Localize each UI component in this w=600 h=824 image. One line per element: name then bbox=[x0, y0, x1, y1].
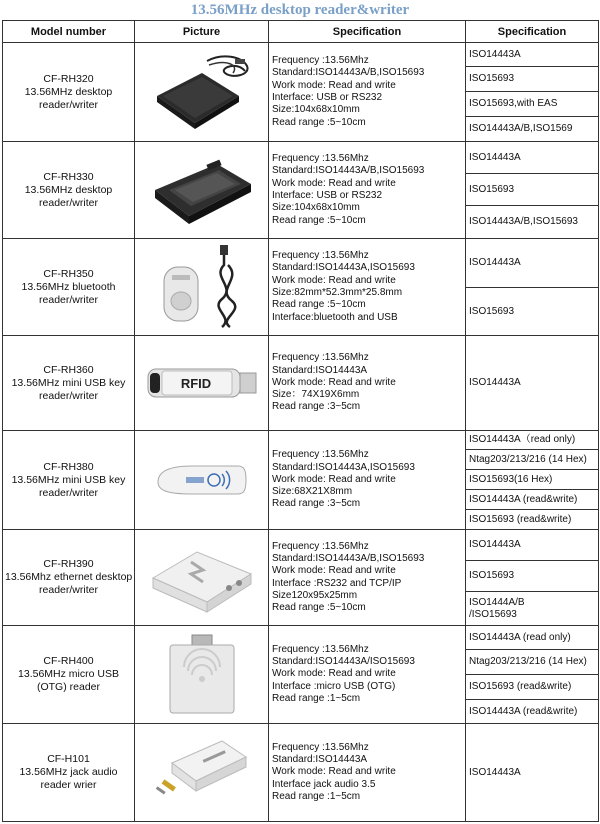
table-row bbox=[3, 431, 599, 450]
standard-cell: ISO14443A bbox=[466, 43, 599, 67]
standard-cell: ISO15693 bbox=[466, 67, 599, 92]
header-picture: Picture bbox=[135, 21, 269, 43]
standard-cell: ISO15693 bbox=[466, 288, 599, 336]
standard-cell: ISO15693 bbox=[466, 561, 599, 592]
spec-line: Standard:ISO14443A,ISO15693 bbox=[272, 262, 415, 274]
picture-cell bbox=[135, 43, 269, 142]
model-desc: 13.56MHz desktop bbox=[24, 183, 113, 196]
spec-line: Interface :RS232 and TCP/IP bbox=[272, 577, 402, 589]
spec-line: Frequency :13.56Mhz bbox=[272, 540, 369, 552]
model-number: CF-RH400 bbox=[43, 655, 94, 667]
standard-cell: ISO14443A（read only) bbox=[466, 431, 599, 450]
picture-cell bbox=[135, 626, 269, 724]
page-title: 13.56MHz desktop reader&writer bbox=[0, 0, 600, 20]
spec-line: Frequency :13.56Mhz bbox=[272, 352, 369, 364]
spec-line: Read range :1~5cm bbox=[272, 692, 361, 704]
picture-cell bbox=[135, 239, 269, 336]
model-cell bbox=[3, 530, 135, 626]
table-row bbox=[3, 336, 599, 431]
picture-cell bbox=[135, 724, 269, 822]
table-row bbox=[3, 239, 599, 288]
standard-cell: ISO14443A (read&write) bbox=[466, 700, 599, 724]
spec-cell bbox=[269, 239, 466, 336]
spec-line: Work mode: Read and write bbox=[272, 766, 396, 778]
spec-line: Interface :micro USB (OTG) bbox=[272, 680, 396, 692]
rfid-usb-key-icon bbox=[144, 361, 260, 405]
spec-line: Read range :3~5cm bbox=[272, 498, 361, 510]
spec-line: Read range :5~10cm bbox=[272, 214, 366, 226]
spec-line: Frequency :13.56Mhz bbox=[272, 643, 369, 655]
model-desc: reader wrier bbox=[40, 779, 97, 791]
rfid-label: RFID bbox=[180, 376, 211, 391]
spec-line: Size:68X21X8mm bbox=[272, 486, 353, 498]
model-desc: reader/writer bbox=[39, 196, 98, 209]
model-cell bbox=[3, 43, 135, 142]
spec-line: Size120x95x25mm bbox=[272, 589, 358, 601]
spec-line: Size:82mm*52.3mm*25.8mm bbox=[272, 287, 403, 298]
spec-line: Read range :5~10cm bbox=[272, 299, 366, 311]
model-desc: 13.56MHz mini USB key bbox=[11, 473, 126, 486]
card-slot-reader-icon bbox=[147, 150, 257, 230]
model-number: CF-RH380 bbox=[43, 460, 94, 473]
spec-cell bbox=[269, 43, 466, 142]
spec-line: Size：74X19X6mm bbox=[272, 389, 360, 401]
spec-line: Work mode: Read and write bbox=[272, 177, 396, 189]
standard-cell: ISO15693 bbox=[466, 174, 599, 206]
model-desc: reader/writer bbox=[39, 584, 98, 596]
spec-line: Standard:ISO14443A,ISO15693 bbox=[272, 461, 415, 473]
black-desktop-reader-icon bbox=[147, 51, 257, 133]
model-desc: reader/writer bbox=[39, 486, 98, 499]
spec-line: Standard:ISO14443A bbox=[272, 754, 368, 766]
spec-line: Work mode: Read and write bbox=[272, 79, 396, 91]
standard-cell: ISO14443A/B,ISO1569 bbox=[466, 117, 599, 142]
white-ethernet-reader-icon bbox=[147, 540, 257, 616]
spec-cell bbox=[269, 724, 466, 822]
standard-cell: ISO14443A bbox=[466, 142, 599, 174]
standard-cell: ISO15693(16 Hex) bbox=[466, 470, 599, 490]
model-number: CF-RH350 bbox=[43, 267, 94, 280]
audio-jack-reader-icon bbox=[152, 733, 252, 813]
header-specification: Specification bbox=[269, 21, 466, 43]
spec-line: Interface jack audio 3.5 bbox=[272, 778, 376, 790]
spec-line: Frequency :13.56Mhz bbox=[272, 153, 369, 165]
model-cell bbox=[3, 142, 135, 239]
spec-line: Standard:ISO14443A/ISO15693 bbox=[272, 656, 415, 668]
model-cell bbox=[3, 431, 135, 530]
model-desc: 13.56Mhz ethernet desktop bbox=[5, 571, 133, 583]
spec-line: Work mode: Read and write bbox=[272, 376, 396, 388]
model-cell bbox=[3, 336, 135, 431]
spec-line: Interface: USB or RS232 bbox=[272, 92, 383, 103]
spec-line: Read range :1~5cm bbox=[272, 790, 361, 802]
spec-line: Frequency :13.56Mhz bbox=[272, 449, 369, 461]
standard-cell: ISO15693 (read&write) bbox=[466, 510, 599, 530]
spec-cell bbox=[269, 530, 466, 626]
model-desc: reader/writer bbox=[39, 389, 98, 402]
standard-cell: ISO15693 (read&write) bbox=[466, 675, 599, 700]
model-cell bbox=[3, 239, 135, 336]
model-cell bbox=[3, 626, 135, 724]
standard-cell: ISO14443A (read only) bbox=[466, 626, 599, 650]
standard-cell: ISO15693,with EAS bbox=[466, 92, 599, 117]
standard-cell: Ntag203/213/216 (14 Hex) bbox=[466, 450, 599, 470]
spec-line: Standard:ISO14443A bbox=[272, 364, 368, 376]
model-desc: (OTG) reader bbox=[36, 681, 100, 693]
model-number: CF-RH330 bbox=[43, 170, 94, 183]
model-desc: 13.56MHz micro USB bbox=[18, 668, 119, 680]
model-cell bbox=[3, 724, 135, 822]
spec-line: Work mode: Read and write bbox=[272, 565, 396, 577]
spec-line: Interface: USB or RS232 bbox=[272, 190, 383, 201]
model-number: CF-RH360 bbox=[43, 363, 94, 376]
spec-line: Read range :5~10cm bbox=[272, 116, 366, 128]
standard-cell: ISO14443A (read&write) bbox=[466, 490, 599, 510]
spec-cell bbox=[269, 626, 466, 724]
picture-cell bbox=[135, 431, 269, 530]
model-number: CF-RH390 bbox=[43, 558, 94, 570]
standard-cell: ISO14443A bbox=[466, 724, 599, 822]
standard-cell: Ntag203/213/216 (14 Hex) bbox=[466, 650, 599, 675]
table-row bbox=[3, 43, 599, 67]
model-desc: 13.56MHz bluetooth bbox=[21, 280, 116, 293]
spec-line: Read range :3~5cm bbox=[272, 401, 361, 413]
model-desc: 13.56MHz jack audio bbox=[19, 766, 118, 778]
white-usb-key-icon bbox=[152, 460, 252, 500]
model-desc: 13.56MHz mini USB key bbox=[11, 376, 126, 389]
header-standards: Specification bbox=[466, 21, 599, 43]
table-row bbox=[3, 724, 599, 822]
standard-cell: ISO14443A bbox=[466, 239, 599, 288]
standard-cell: ISO14443A/B,ISO15693 bbox=[466, 206, 599, 239]
header-row bbox=[3, 21, 599, 43]
spec-line: Frequency :13.56Mhz bbox=[272, 250, 369, 262]
model-desc: reader/writer bbox=[39, 293, 98, 306]
standard-cell: ISO14443A bbox=[466, 336, 599, 431]
spec-cell bbox=[269, 142, 466, 239]
spec-line: Standard:ISO14443A/B,ISO15693 bbox=[272, 552, 425, 564]
picture-cell bbox=[135, 530, 269, 626]
spec-line: Work mode: Read and write bbox=[272, 274, 396, 286]
bluetooth-reader-icon bbox=[152, 243, 252, 331]
model-desc: reader/writer bbox=[39, 98, 98, 111]
table-row bbox=[3, 626, 599, 650]
spec-line: Size:104x68x10mm bbox=[272, 104, 360, 116]
model-number: CF-RH320 bbox=[43, 72, 94, 85]
product-table bbox=[2, 20, 599, 822]
spec-line: Size:104x68x10mm bbox=[272, 202, 360, 214]
picture-cell bbox=[135, 142, 269, 239]
spec-line: Frequency :13.56Mhz bbox=[272, 741, 369, 753]
spec-line: Standard:ISO14443A/B,ISO15693 bbox=[272, 165, 425, 177]
micro-usb-otg-reader-icon bbox=[162, 633, 242, 717]
spec-cell bbox=[269, 431, 466, 530]
spec-line: Work mode: Read and write bbox=[272, 668, 396, 680]
spec-line: Work mode: Read and write bbox=[272, 473, 396, 485]
spec-line: Read range :5~10cm bbox=[272, 602, 366, 614]
spec-line: Standard:ISO14443A/B,ISO15693 bbox=[272, 67, 425, 79]
spec-line: Interface:bluetooth and USB bbox=[272, 311, 398, 323]
model-desc: 13.56MHz desktop bbox=[24, 85, 113, 98]
picture-cell bbox=[135, 336, 269, 431]
table-row bbox=[3, 530, 599, 561]
model-number: CF-H101 bbox=[47, 753, 90, 765]
spec-line: Frequency :13.56Mhz bbox=[272, 55, 369, 67]
spec-cell bbox=[269, 336, 466, 431]
standard-cell: ISO14443A bbox=[466, 530, 599, 561]
table-row bbox=[3, 142, 599, 174]
header-model: Model number bbox=[3, 21, 135, 43]
standard-cell: ISO1444A/B /ISO15693 bbox=[466, 592, 599, 626]
